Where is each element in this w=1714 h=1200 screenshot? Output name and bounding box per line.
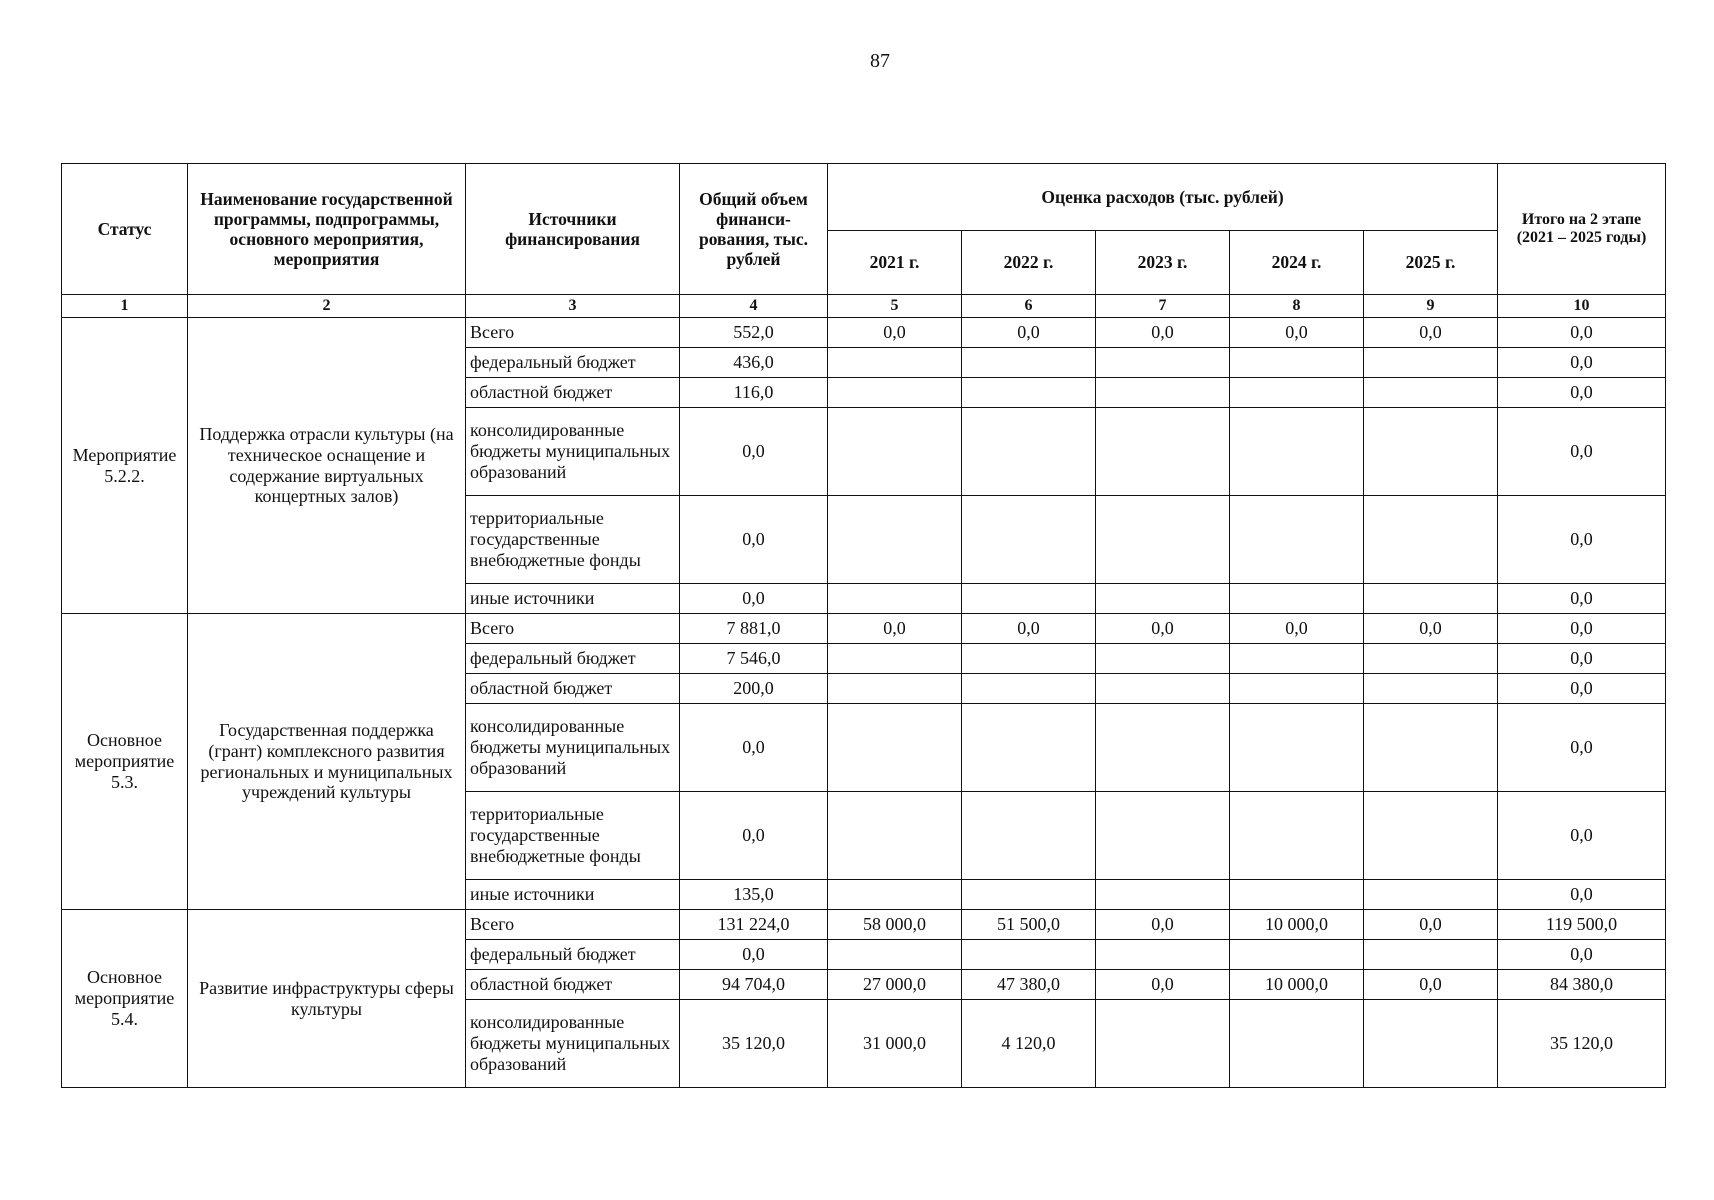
row-status: Основное мероприятие 5.4. [62,910,188,1088]
header-year: 2023 г. [1096,231,1230,295]
year-value [828,378,962,408]
year-value: 0,0 [1096,970,1230,1000]
year-value [828,704,962,792]
year-value: 0,0 [1364,318,1498,348]
year-value [1096,348,1230,378]
year-value: 0,0 [962,318,1096,348]
year-value [1230,644,1364,674]
total-value: 135,0 [680,880,828,910]
year-value [962,644,1096,674]
year-value [962,378,1096,408]
stage-total-value: 0,0 [1498,584,1666,614]
year-value [1230,584,1364,614]
year-value [1364,674,1498,704]
year-value [962,584,1096,614]
funding-source: консолидированные бюджеты муниципальных образований [466,408,680,496]
column-number: 5 [828,295,962,318]
stage-total-value: 0,0 [1498,880,1666,910]
stage-total-value: 0,0 [1498,792,1666,880]
column-number: 6 [962,295,1096,318]
stage-total-value: 0,0 [1498,704,1666,792]
year-value [828,584,962,614]
year-value [1364,880,1498,910]
year-value [962,674,1096,704]
year-value: 31 000,0 [828,1000,962,1088]
year-value: 0,0 [1096,910,1230,940]
stage-total-value: 0,0 [1498,408,1666,496]
year-value [1364,378,1498,408]
total-value: 0,0 [680,792,828,880]
year-value [962,348,1096,378]
column-number: 3 [466,295,680,318]
year-value: 51 500,0 [962,910,1096,940]
total-value: 0,0 [680,940,828,970]
total-value: 200,0 [680,674,828,704]
stage-total-value: 0,0 [1498,378,1666,408]
year-value [1096,408,1230,496]
stage-total-value: 119 500,0 [1498,910,1666,940]
year-value: 0,0 [1230,318,1364,348]
year-value [1096,940,1230,970]
total-value: 0,0 [680,584,828,614]
year-value [1364,940,1498,970]
stage-total-value: 0,0 [1498,318,1666,348]
funding-source: федеральный бюджет [466,644,680,674]
year-value: 0,0 [828,318,962,348]
column-number: 7 [1096,295,1230,318]
header-stage-total: Итого на 2 этапе (2021 – 2025 годы) [1498,164,1666,295]
year-value: 0,0 [1096,318,1230,348]
year-value: 0,0 [1364,910,1498,940]
year-value [1230,378,1364,408]
page-number: 87 [870,50,890,72]
column-number: 2 [188,295,466,318]
year-value: 0,0 [962,614,1096,644]
funding-source: консолидированные бюджеты муниципальных образований [466,704,680,792]
total-value: 35 120,0 [680,1000,828,1088]
year-value: 0,0 [1364,614,1498,644]
stage-total-value: 0,0 [1498,674,1666,704]
funding-source: территориальные государственные внебюджетные фонды [466,792,680,880]
header-status: Статус [62,164,188,295]
year-value [962,792,1096,880]
year-value [1230,704,1364,792]
year-value [962,940,1096,970]
year-value: 27 000,0 [828,970,962,1000]
year-value [962,704,1096,792]
year-value [1096,584,1230,614]
table-row [62,910,1666,940]
column-number: 8 [1230,295,1364,318]
funding-source: Всего [466,318,680,348]
year-value [828,674,962,704]
total-value: 552,0 [680,318,828,348]
year-value: 4 120,0 [962,1000,1096,1088]
row-status: Основное мероприятие 5.3. [62,614,188,910]
column-number: 10 [1498,295,1666,318]
year-value [828,792,962,880]
year-value [1230,940,1364,970]
header-sources: Источники финансирования [466,164,680,295]
row-name: Государственная поддержка (грант) комплексного развития региональных и муниципальных учреждений культуры [188,614,466,910]
total-value: 436,0 [680,348,828,378]
year-value: 58 000,0 [828,910,962,940]
stage-total-value: 84 380,0 [1498,970,1666,1000]
year-value [1096,644,1230,674]
funding-source: Всего [466,614,680,644]
year-value [1230,792,1364,880]
total-value: 0,0 [680,496,828,584]
year-value: 0,0 [1230,614,1364,644]
header-name: Наименование государственной программы, подпрограммы, основного мероприятия, мероприятия [188,164,466,295]
row-name: Поддержка отрасли культуры (на техническое оснащение и содержание виртуальных концертных залов) [188,318,466,614]
year-value [1096,496,1230,584]
year-value: 47 380,0 [962,970,1096,1000]
funding-source: федеральный бюджет [466,348,680,378]
header-year: 2024 г. [1230,231,1364,295]
year-value: 10 000,0 [1230,970,1364,1000]
stage-total-value: 0,0 [1498,644,1666,674]
year-value [962,880,1096,910]
year-value [828,408,962,496]
year-value [1230,880,1364,910]
year-value [1364,792,1498,880]
year-value [1230,1000,1364,1088]
header-year: 2021 г. [828,231,962,295]
year-value [962,496,1096,584]
total-value: 0,0 [680,408,828,496]
year-value [1096,704,1230,792]
year-value [1364,408,1498,496]
budget-table [61,163,1666,1088]
total-value: 0,0 [680,704,828,792]
year-value: 0,0 [1364,970,1498,1000]
year-value [828,496,962,584]
total-value: 94 704,0 [680,970,828,1000]
column-number: 9 [1364,295,1498,318]
year-value [1364,496,1498,584]
header-estimate: Оценка расходов (тыс. рублей) [828,164,1498,231]
stage-total-value: 0,0 [1498,614,1666,644]
row-name: Развитие инфраструктуры сферы культуры [188,910,466,1088]
year-value [1096,1000,1230,1088]
funding-source: областной бюджет [466,378,680,408]
year-value [1364,704,1498,792]
total-value: 131 224,0 [680,910,828,940]
year-value [1230,408,1364,496]
year-value [828,644,962,674]
year-value [1364,1000,1498,1088]
stage-total-value: 35 120,0 [1498,1000,1666,1088]
year-value [1364,348,1498,378]
header-total: Общий объем финанси-рования, тыс. рублей [680,164,828,295]
year-value [1096,792,1230,880]
header-year: 2022 г. [962,231,1096,295]
year-value [828,880,962,910]
year-value: 0,0 [1096,614,1230,644]
header-year: 2025 г. [1364,231,1498,295]
year-value [962,408,1096,496]
total-value: 7 881,0 [680,614,828,644]
year-value [1364,584,1498,614]
year-value [1096,378,1230,408]
year-value: 10 000,0 [1230,910,1364,940]
year-value [828,348,962,378]
year-value: 0,0 [828,614,962,644]
year-value [1230,674,1364,704]
funding-source: иные источники [466,880,680,910]
year-value [828,940,962,970]
row-status: Мероприятие 5.2.2. [62,318,188,614]
funding-source: консолидированные бюджеты муниципальных образований [466,1000,680,1088]
total-value: 116,0 [680,378,828,408]
year-value [1096,880,1230,910]
year-value [1230,496,1364,584]
stage-total-value: 0,0 [1498,940,1666,970]
funding-source: областной бюджет [466,674,680,704]
stage-total-value: 0,0 [1498,348,1666,378]
funding-source: федеральный бюджет [466,940,680,970]
year-value [1364,644,1498,674]
year-value [1230,348,1364,378]
table-row [62,318,1666,348]
table-row [62,614,1666,644]
total-value: 7 546,0 [680,644,828,674]
stage-total-value: 0,0 [1498,496,1666,584]
year-value [1096,674,1230,704]
funding-source: иные источники [466,584,680,614]
funding-source: территориальные государственные внебюджетные фонды [466,496,680,584]
table-body [62,318,1666,1088]
column-number: 4 [680,295,828,318]
column-number: 1 [62,295,188,318]
funding-source: Всего [466,910,680,940]
funding-source: областной бюджет [466,970,680,1000]
